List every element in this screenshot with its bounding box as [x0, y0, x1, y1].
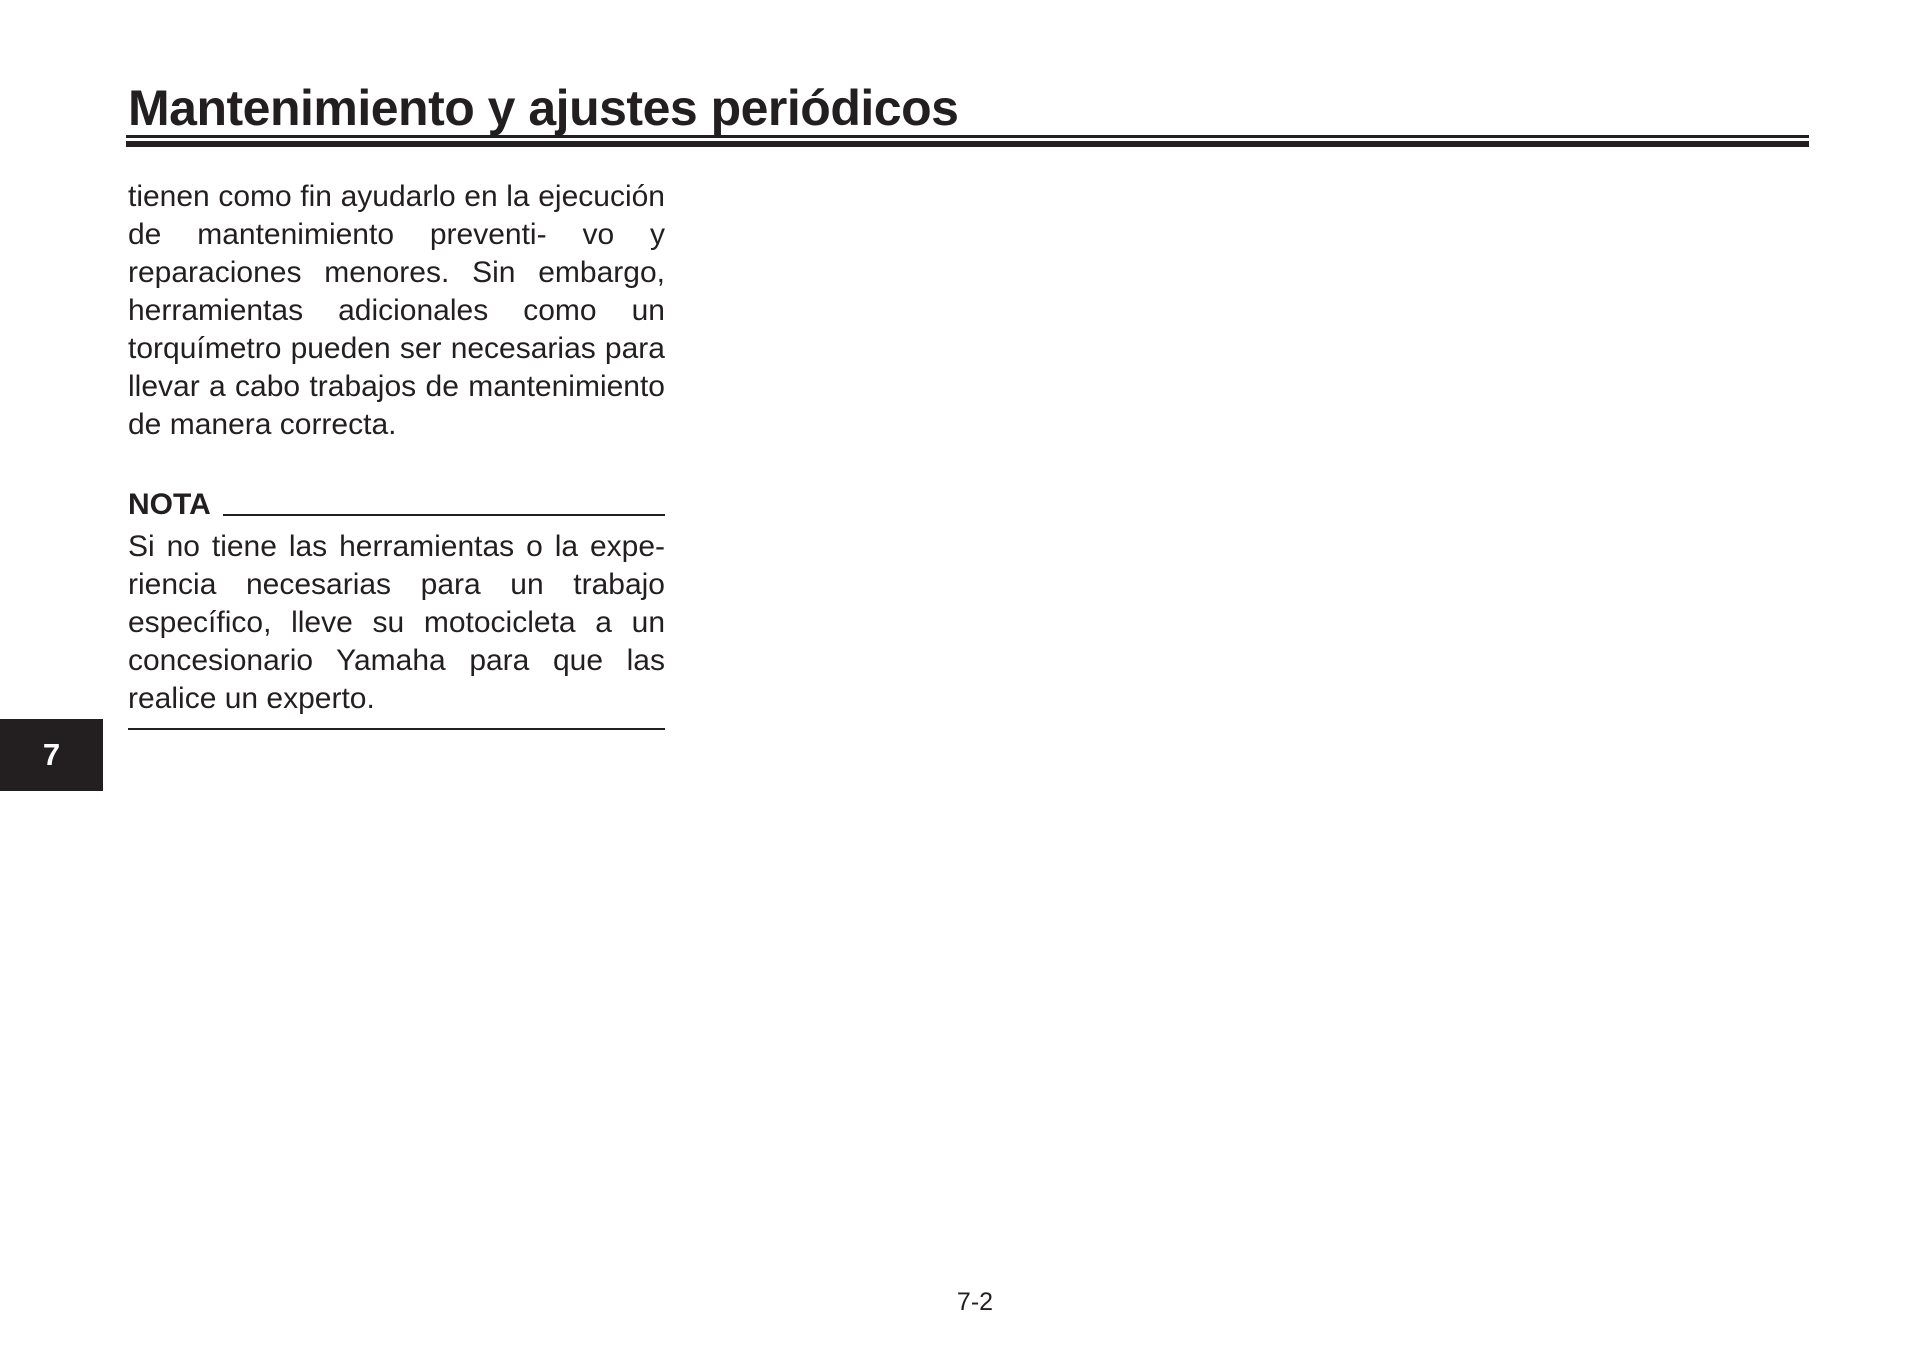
note-label: NOTA [128, 488, 211, 521]
note-header-rule [223, 514, 665, 516]
intro-line: ejecución de mantenimiento preventi- [128, 180, 665, 251]
page-title: Mantenimiento y ajustes periódicos [128, 80, 959, 136]
intro-line: vo y reparaciones menores. Sin [128, 218, 665, 289]
chapter-tab: 7 [0, 719, 103, 791]
page-number: 7-2 [956, 1288, 994, 1316]
text-column [128, 178, 665, 730]
intro-line: necesarias para llevar a cabo trabajos [128, 332, 665, 403]
intro-line: embargo, herramientas adicionales [128, 256, 665, 327]
note-line: específico, lleve su motocicleta a un [128, 606, 665, 639]
intro-paragraph [128, 178, 665, 444]
intro-line: de mantenimiento de manera correcta. [128, 370, 665, 441]
note-line: realice un experto. [128, 682, 375, 715]
intro-line: tienen como fin ayudarlo en la [128, 180, 530, 213]
intro-line: como un torquímetro pueden ser [128, 294, 665, 365]
title-double-rule [126, 135, 1809, 147]
note-line: Si no tiene las herramientas o la expe- [128, 530, 665, 563]
note-end-rule [128, 728, 665, 730]
note-line: concesionario Yamaha para que las [128, 644, 665, 677]
note-line: riencia necesarias para un trabajo [128, 568, 665, 601]
note-paragraph [128, 528, 665, 718]
note-header [128, 486, 665, 524]
